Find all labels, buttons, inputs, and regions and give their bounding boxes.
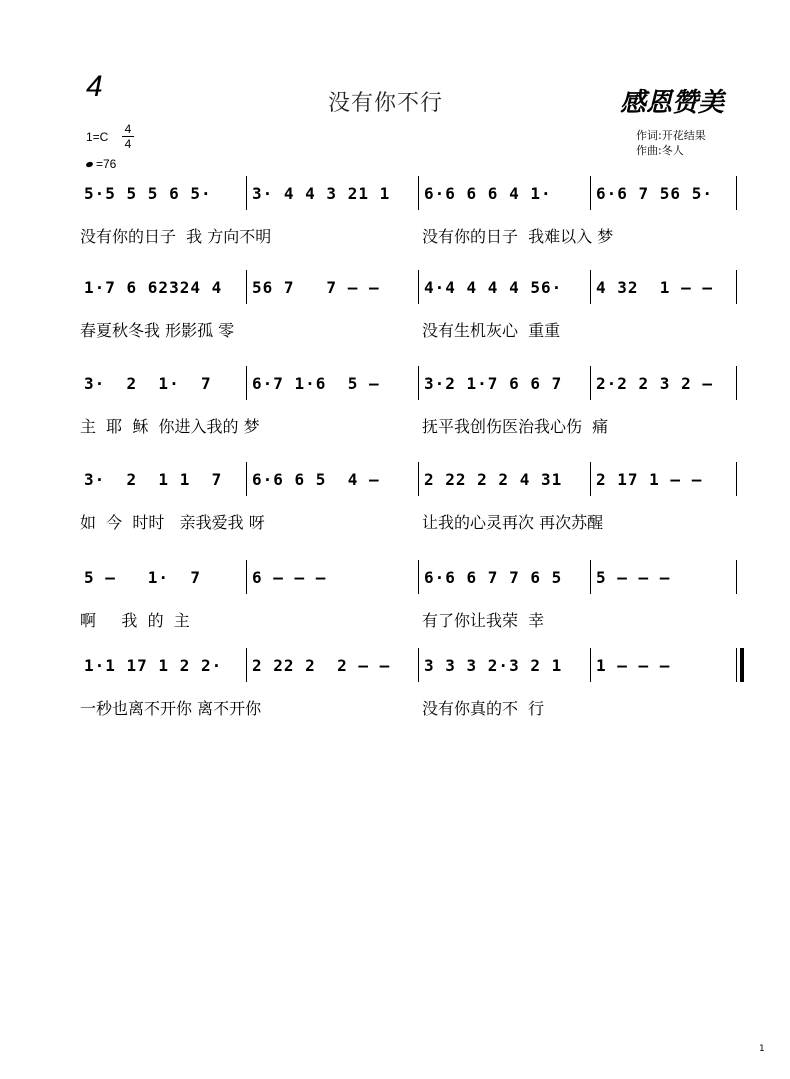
music-system bbox=[80, 560, 750, 650]
measure: 6·7 1·6 5 – bbox=[252, 374, 380, 393]
music-system bbox=[80, 366, 750, 456]
time-signature-top: 4 bbox=[124, 122, 132, 136]
quarter-note-icon bbox=[85, 161, 93, 168]
lyric-segment: 春夏秋冬我 形影孤 零 bbox=[80, 321, 235, 340]
music-system bbox=[80, 270, 750, 360]
measure: 5 – 1· 7 bbox=[84, 568, 201, 587]
measure: 6·6 7 56 5· bbox=[596, 184, 713, 203]
barline bbox=[736, 270, 737, 304]
measure: 1·7 6 62324 4 bbox=[84, 278, 223, 297]
measure: 6·6 6 7 7 6 5 bbox=[424, 568, 563, 587]
barline bbox=[246, 176, 247, 210]
tempo-value: =76 bbox=[96, 157, 117, 171]
barline bbox=[418, 648, 419, 682]
barline bbox=[246, 270, 247, 304]
measure: 6·6 6 6 4 1· bbox=[424, 184, 552, 203]
measure: 3· 2 1 1 7 bbox=[84, 470, 223, 489]
barline bbox=[418, 560, 419, 594]
barline bbox=[418, 176, 419, 210]
lyric-segment: 让我的心灵再次 再次苏醒 bbox=[422, 513, 604, 532]
barline bbox=[418, 462, 419, 496]
notation-line bbox=[80, 462, 750, 502]
lyric-segment: 没有生机灰心 重重 bbox=[422, 321, 561, 340]
song-number: 4 bbox=[86, 70, 103, 103]
barline bbox=[736, 176, 737, 210]
measure: 5·5 5 5 6 5· bbox=[84, 184, 212, 203]
measure: 1·1 17 1 2 2· bbox=[84, 656, 223, 675]
barline bbox=[590, 366, 591, 400]
measure: 56 7 7 – – bbox=[252, 278, 380, 297]
measure: 1 – – – bbox=[596, 656, 671, 675]
final-barline bbox=[740, 648, 744, 682]
lyric-segment: 抚平我创伤医治我心伤 痛 bbox=[422, 417, 609, 436]
barline bbox=[418, 270, 419, 304]
measure: 6 – – – bbox=[252, 568, 327, 587]
barline bbox=[246, 366, 247, 400]
time-signature-bottom: 4 bbox=[122, 136, 134, 151]
measure: 2·2 2 3 2 – bbox=[596, 374, 713, 393]
lyric-segment: 有了你让我荣 幸 bbox=[422, 611, 545, 630]
music-system bbox=[80, 176, 750, 266]
lyric-segment: 一秒也离不开你 离不开你 bbox=[80, 699, 262, 718]
page-mark: 1 bbox=[759, 1044, 765, 1054]
lyric-segment: 主 耶 稣 你进入我的 梦 bbox=[80, 417, 260, 436]
barline bbox=[418, 366, 419, 400]
lyric-segment: 没有你的日子 我难以入 梦 bbox=[422, 227, 614, 246]
lyricist: 作词:开花结果 bbox=[636, 129, 706, 142]
notation-line bbox=[80, 270, 750, 310]
measure: 4 32 1 – – bbox=[596, 278, 713, 297]
barline bbox=[246, 560, 247, 594]
barline bbox=[590, 176, 591, 210]
measure: 3· 2 1· 7 bbox=[84, 374, 212, 393]
time-signature bbox=[122, 122, 134, 151]
measure: 5 – – – bbox=[596, 568, 671, 587]
lyric-segment: 没有你的日子 我 方向不明 bbox=[80, 227, 272, 246]
lyric-segment: 没有你真的不 行 bbox=[422, 699, 545, 718]
measure: 3· 4 4 3 21 1 bbox=[252, 184, 391, 203]
lyric-segment: 如 今 时时 亲我爱我 呀 bbox=[80, 513, 265, 532]
measure: 2 17 1 – – bbox=[596, 470, 703, 489]
music-system bbox=[80, 648, 750, 738]
notation-line bbox=[80, 560, 750, 600]
collection-title: 感恩赞美 bbox=[620, 88, 725, 118]
barline bbox=[246, 648, 247, 682]
composer: 作曲:冬人 bbox=[636, 144, 684, 157]
notation-line bbox=[80, 366, 750, 406]
measure: 3 3 3 2·3 2 1 bbox=[424, 656, 563, 675]
barline bbox=[736, 560, 737, 594]
barline bbox=[736, 462, 737, 496]
barline bbox=[590, 648, 591, 682]
credits bbox=[636, 128, 706, 158]
music-system bbox=[80, 462, 750, 552]
barline bbox=[590, 560, 591, 594]
song-title: 没有你不行 bbox=[328, 91, 444, 116]
measure: 3·2 1·7 6 6 7 bbox=[424, 374, 563, 393]
measure: 2 22 2 2 4 31 bbox=[424, 470, 563, 489]
measure: 4·4 4 4 4 56· bbox=[424, 278, 563, 297]
notation-line bbox=[80, 648, 750, 688]
measure: 6·6 6 5 4 – bbox=[252, 470, 380, 489]
barline bbox=[590, 462, 591, 496]
notation-line bbox=[80, 176, 750, 216]
barline bbox=[246, 462, 247, 496]
tempo bbox=[86, 157, 116, 171]
measure: 2 22 2 2 – – bbox=[252, 656, 391, 675]
barline bbox=[736, 366, 737, 400]
barline bbox=[736, 648, 737, 682]
key-signature: 1=C bbox=[86, 130, 109, 144]
lyric-segment: 啊 我 的 主 bbox=[80, 611, 190, 630]
barline bbox=[590, 270, 591, 304]
